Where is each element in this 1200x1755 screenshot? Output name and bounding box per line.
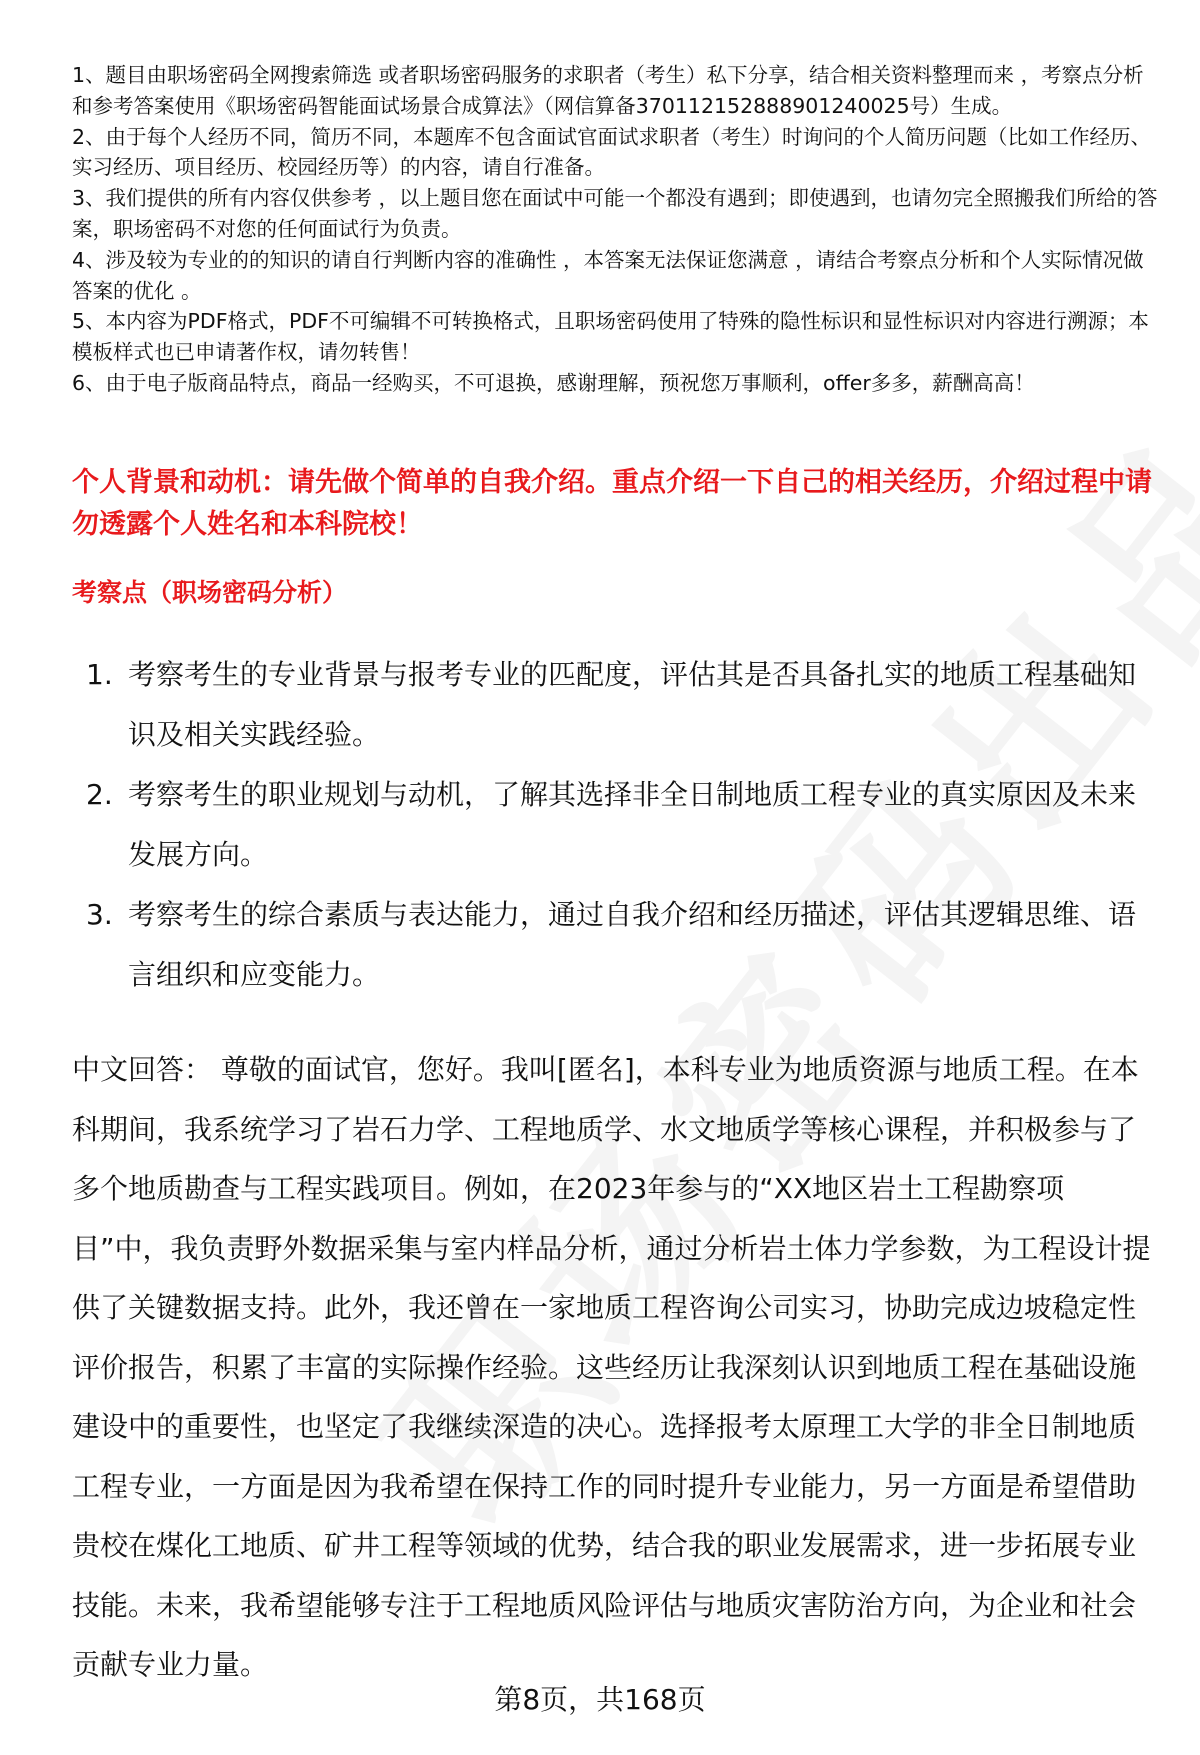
list-item	[72, 885, 1160, 1004]
list-item-number: 3.	[86, 898, 113, 931]
disclaimer-item-3: 3、我们提供的所有内容仅供参考 ，以上题目您在面试中可能一个都没有遇到；即使遇到，也请勿完全照搬我们所给的答案，职场密码不对您的任何面试行为负责。	[72, 186, 1158, 241]
interview-question: 个人背景和动机：请先做个简单的自我介绍。重点介绍一下自己的相关经历，介绍过程中请勿透露个人姓名和本科院校！	[72, 467, 1152, 540]
list-item	[72, 645, 1160, 764]
disclaimer-item-4: 4、涉及较为专业的的知识的请自行判断内容的准确性 ，本答案无法保证您满意 ，请结合考察点分析和个人实际情况做答案的优化 。	[72, 247, 1144, 303]
list-item-text: 考察考生的职业规划与动机，了解其选择非全日制地质工程专业的真实原因及未来发展方向。	[128, 778, 1137, 871]
assessment-points-list	[72, 645, 1160, 1005]
disclaimer-item-5: 5、本内容为PDF格式，PDF不可编辑不可转换格式，且职场密码使用了特殊的隐性标识和显性标识对内容进行溯源；本模板样式也已申请著作权，请勿转售！	[72, 309, 1149, 365]
list-item-number: 2.	[86, 778, 113, 811]
disclaimer-item-2: 2、由于每个人经历不同，简历不同，本题库不包含面试官面试求职者（考生）时询问的个人简历问题（比如工作经历、实习经历、项目经历、校园经历等）的内容，请自行准备。	[72, 124, 1152, 180]
list-item-number: 1.	[86, 658, 113, 691]
disclaimer-item-6: 6、由于电子版商品特点，商品一经购买，不可退换，感谢理解，预祝您万事顺利，offer多多，薪酬高高！	[72, 370, 1035, 395]
sample-answer: 中文回答： 尊敬的面试官，您好。我叫[匿名]，本科专业为地质资源与地质工程。在本科期间，我系统学习了岩石力学、工程地质学、水文地质学等核心课程，并积极参与了多个地质勘查与工程实践项目。例如，在2023年参与的“XX地区岩土工程勘察项目”中，我负责野外数据采集与室内样品分析，通过分析岩土体力学参数，为工程设计提供了关键数据支持。此外，我还曾在一家地质工程咨询公司实习，协助完成边坡稳定性评价报告，积累了丰富的实际操作经验。这些经历让我深刻认识到地质工程在基础设施建设中的重要性，也坚定了我继续深造的决心。选择报考太原理工大学的非全日制地质工程专业，一方面是因为我希望在保持工作的同时提升专业能力，另一方面是希望借助贵校在煤化工地质、矿井工程等领域的优势，结合我的职业发展需求，进一步拓展专业技能。未来，我希望能够专注于工程地质风险评估与地质灾害防治方向，为企业和社会贡献专业力量。	[72, 1053, 1151, 1681]
list-item-text: 考察考生的专业背景与报考专业的匹配度，评估其是否具备扎实的地质工程基础知识及相关实践经验。	[128, 658, 1137, 751]
disclaimer-item-1: 1、题目由职场密码全网搜索筛选 或者职场密码服务的求职者（考生）私下分享，结合相关资料整理而来 ，考察点分析和参考答案使用《职场密码智能面试场景合成算法》（网信算备370112152888901240025号）生成。	[72, 63, 1144, 118]
page-number: 第8页，共168页	[494, 1683, 706, 1716]
list-item	[72, 765, 1160, 884]
assessment-points-title: 考察点（职场密码分析）	[72, 578, 348, 607]
disclaimer-notes	[72, 60, 1158, 399]
list-item-text: 考察考生的综合素质与表达能力，通过自我介绍和经历描述，评估其逻辑思维、语言组织和应变能力。	[128, 898, 1137, 991]
